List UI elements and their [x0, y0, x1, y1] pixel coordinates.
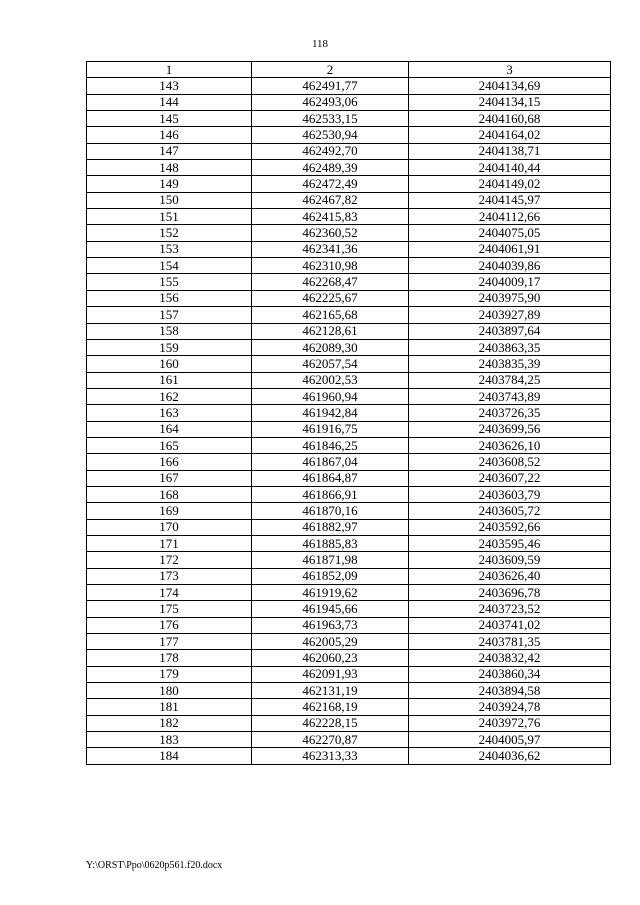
- table-row: [87, 421, 611, 437]
- point-number-cell: 148: [87, 160, 252, 176]
- table-row: [87, 535, 611, 551]
- point-number-cell: 170: [87, 519, 252, 535]
- table-row: [87, 127, 611, 143]
- y-coordinate-cell: 2404160,68: [409, 111, 611, 127]
- x-coordinate-cell: 462131,19: [252, 683, 409, 699]
- x-coordinate-cell: 462491,77: [252, 78, 409, 94]
- x-coordinate-cell: 462270,87: [252, 732, 409, 748]
- point-number-cell: 176: [87, 617, 252, 633]
- table-row: [87, 405, 611, 421]
- table-header-row: [87, 62, 611, 78]
- y-coordinate-cell: 2403726,35: [409, 405, 611, 421]
- table-row: [87, 634, 611, 650]
- table-row: [87, 274, 611, 290]
- point-number-cell: 161: [87, 372, 252, 388]
- y-coordinate-cell: 2404039,86: [409, 258, 611, 274]
- y-coordinate-cell: 2403595,46: [409, 535, 611, 551]
- table-row: [87, 160, 611, 176]
- y-coordinate-cell: 2403897,64: [409, 323, 611, 339]
- y-coordinate-cell: 2404134,69: [409, 78, 611, 94]
- table-row: [87, 454, 611, 470]
- table-row: [87, 339, 611, 355]
- point-number-cell: 159: [87, 339, 252, 355]
- x-coordinate-cell: 462530,94: [252, 127, 409, 143]
- point-number-cell: 158: [87, 323, 252, 339]
- point-number-cell: 157: [87, 307, 252, 323]
- x-coordinate-cell: 461945,66: [252, 601, 409, 617]
- point-number-cell: 164: [87, 421, 252, 437]
- table-row: [87, 519, 611, 535]
- x-coordinate-cell: 461867,04: [252, 454, 409, 470]
- table-row: [87, 241, 611, 257]
- point-number-cell: 162: [87, 388, 252, 404]
- x-coordinate-cell: 462225,67: [252, 290, 409, 306]
- coordinates-table: [86, 61, 611, 765]
- point-number-cell: 172: [87, 552, 252, 568]
- x-coordinate-cell: 462128,61: [252, 323, 409, 339]
- table-row: [87, 650, 611, 666]
- point-number-cell: 156: [87, 290, 252, 306]
- y-coordinate-cell: 2403607,22: [409, 470, 611, 486]
- y-coordinate-cell: 2403699,56: [409, 421, 611, 437]
- point-number-cell: 155: [87, 274, 252, 290]
- table-row: [87, 323, 611, 339]
- table-row: [87, 225, 611, 241]
- column-header: 2: [252, 62, 409, 78]
- y-coordinate-cell: 2404009,17: [409, 274, 611, 290]
- point-number-cell: 168: [87, 486, 252, 502]
- y-coordinate-cell: 2403609,59: [409, 552, 611, 568]
- point-number-cell: 146: [87, 127, 252, 143]
- point-number-cell: 171: [87, 535, 252, 551]
- y-coordinate-cell: 2403605,72: [409, 503, 611, 519]
- point-number-cell: 177: [87, 634, 252, 650]
- x-coordinate-cell: 461882,97: [252, 519, 409, 535]
- point-number-cell: 174: [87, 585, 252, 601]
- x-coordinate-cell: 462310,98: [252, 258, 409, 274]
- y-coordinate-cell: 2403860,34: [409, 666, 611, 682]
- y-coordinate-cell: 2404005,97: [409, 732, 611, 748]
- x-coordinate-cell: 461919,62: [252, 585, 409, 601]
- y-coordinate-cell: 2404138,71: [409, 143, 611, 159]
- x-coordinate-cell: 461960,94: [252, 388, 409, 404]
- table-row: [87, 585, 611, 601]
- point-number-cell: 169: [87, 503, 252, 519]
- x-coordinate-cell: 462091,93: [252, 666, 409, 682]
- y-coordinate-cell: 2404140,44: [409, 160, 611, 176]
- table-row: [87, 552, 611, 568]
- x-coordinate-cell: 462533,15: [252, 111, 409, 127]
- x-coordinate-cell: 461885,83: [252, 535, 409, 551]
- x-coordinate-cell: 462415,83: [252, 209, 409, 225]
- point-number-cell: 181: [87, 699, 252, 715]
- x-coordinate-cell: 461846,25: [252, 437, 409, 453]
- y-coordinate-cell: 2403781,35: [409, 634, 611, 650]
- point-number-cell: 154: [87, 258, 252, 274]
- point-number-cell: 151: [87, 209, 252, 225]
- y-coordinate-cell: 2403741,02: [409, 617, 611, 633]
- table-row: [87, 111, 611, 127]
- y-coordinate-cell: 2404075,05: [409, 225, 611, 241]
- x-coordinate-cell: 461942,84: [252, 405, 409, 421]
- table-row: [87, 437, 611, 453]
- point-number-cell: 178: [87, 650, 252, 666]
- column-header: 3: [409, 62, 611, 78]
- x-coordinate-cell: 462002,53: [252, 372, 409, 388]
- y-coordinate-cell: 2403603,79: [409, 486, 611, 502]
- x-coordinate-cell: 462268,47: [252, 274, 409, 290]
- x-coordinate-cell: 462493,06: [252, 94, 409, 110]
- x-coordinate-cell: 462360,52: [252, 225, 409, 241]
- point-number-cell: 167: [87, 470, 252, 486]
- table-row: [87, 568, 611, 584]
- x-coordinate-cell: 462060,23: [252, 650, 409, 666]
- table-row: [87, 372, 611, 388]
- point-number-cell: 182: [87, 715, 252, 731]
- x-coordinate-cell: 462089,30: [252, 339, 409, 355]
- y-coordinate-cell: 2403863,35: [409, 339, 611, 355]
- y-coordinate-cell: 2403626,40: [409, 568, 611, 584]
- point-number-cell: 165: [87, 437, 252, 453]
- y-coordinate-cell: 2404036,62: [409, 748, 611, 764]
- x-coordinate-cell: 462313,33: [252, 748, 409, 764]
- point-number-cell: 149: [87, 176, 252, 192]
- x-coordinate-cell: 462472,49: [252, 176, 409, 192]
- table-row: [87, 666, 611, 682]
- table-row: [87, 356, 611, 372]
- x-coordinate-cell: 461870,16: [252, 503, 409, 519]
- point-number-cell: 144: [87, 94, 252, 110]
- table-row: [87, 470, 611, 486]
- table-row: [87, 617, 611, 633]
- x-coordinate-cell: 461866,91: [252, 486, 409, 502]
- table-row: [87, 143, 611, 159]
- y-coordinate-cell: 2403832,42: [409, 650, 611, 666]
- table-body: [87, 78, 611, 764]
- point-number-cell: 150: [87, 192, 252, 208]
- y-coordinate-cell: 2403835,39: [409, 356, 611, 372]
- x-coordinate-cell: 462489,39: [252, 160, 409, 176]
- x-coordinate-cell: 461871,98: [252, 552, 409, 568]
- point-number-cell: 179: [87, 666, 252, 682]
- point-number-cell: 153: [87, 241, 252, 257]
- table-row: [87, 78, 611, 94]
- x-coordinate-cell: 462228,15: [252, 715, 409, 731]
- x-coordinate-cell: 462492,70: [252, 143, 409, 159]
- table-row: [87, 388, 611, 404]
- y-coordinate-cell: 2404145,97: [409, 192, 611, 208]
- y-coordinate-cell: 2404149,02: [409, 176, 611, 192]
- point-number-cell: 147: [87, 143, 252, 159]
- point-number-cell: 163: [87, 405, 252, 421]
- table-row: [87, 715, 611, 731]
- y-coordinate-cell: 2404061,91: [409, 241, 611, 257]
- y-coordinate-cell: 2403626,10: [409, 437, 611, 453]
- point-number-cell: 173: [87, 568, 252, 584]
- y-coordinate-cell: 2403924,78: [409, 699, 611, 715]
- point-number-cell: 152: [87, 225, 252, 241]
- table-row: [87, 486, 611, 502]
- footer-file-path: Y:\ORST\Ppo\0620p561.f20.docx: [86, 860, 223, 871]
- point-number-cell: 180: [87, 683, 252, 699]
- table-row: [87, 503, 611, 519]
- table-row: [87, 290, 611, 306]
- y-coordinate-cell: 2403784,25: [409, 372, 611, 388]
- table-row: [87, 683, 611, 699]
- x-coordinate-cell: 462057,54: [252, 356, 409, 372]
- table-row: [87, 176, 611, 192]
- y-coordinate-cell: 2403608,52: [409, 454, 611, 470]
- table-row: [87, 601, 611, 617]
- y-coordinate-cell: 2403975,90: [409, 290, 611, 306]
- y-coordinate-cell: 2403972,76: [409, 715, 611, 731]
- x-coordinate-cell: 461864,87: [252, 470, 409, 486]
- x-coordinate-cell: 462341,36: [252, 241, 409, 257]
- table-row: [87, 94, 611, 110]
- x-coordinate-cell: 462005,29: [252, 634, 409, 650]
- table-row: [87, 307, 611, 323]
- x-coordinate-cell: 462165,68: [252, 307, 409, 323]
- table-row: [87, 258, 611, 274]
- x-coordinate-cell: 461852,09: [252, 568, 409, 584]
- y-coordinate-cell: 2403927,89: [409, 307, 611, 323]
- y-coordinate-cell: 2404164,02: [409, 127, 611, 143]
- table-row: [87, 748, 611, 764]
- y-coordinate-cell: 2403696,78: [409, 585, 611, 601]
- table-row: [87, 732, 611, 748]
- point-number-cell: 160: [87, 356, 252, 372]
- y-coordinate-cell: 2403723,52: [409, 601, 611, 617]
- y-coordinate-cell: 2403743,89: [409, 388, 611, 404]
- point-number-cell: 184: [87, 748, 252, 764]
- table-row: [87, 209, 611, 225]
- y-coordinate-cell: 2403592,66: [409, 519, 611, 535]
- table-row: [87, 699, 611, 715]
- table-row: [87, 192, 611, 208]
- column-header: 1: [87, 62, 252, 78]
- x-coordinate-cell: 462168,19: [252, 699, 409, 715]
- point-number-cell: 145: [87, 111, 252, 127]
- y-coordinate-cell: 2404112,66: [409, 209, 611, 225]
- point-number-cell: 175: [87, 601, 252, 617]
- y-coordinate-cell: 2404134,15: [409, 94, 611, 110]
- x-coordinate-cell: 461916,75: [252, 421, 409, 437]
- point-number-cell: 166: [87, 454, 252, 470]
- x-coordinate-cell: 461963,73: [252, 617, 409, 633]
- x-coordinate-cell: 462467,82: [252, 192, 409, 208]
- point-number-cell: 143: [87, 78, 252, 94]
- y-coordinate-cell: 2403894,58: [409, 683, 611, 699]
- point-number-cell: 183: [87, 732, 252, 748]
- page-number: 118: [311, 38, 329, 50]
